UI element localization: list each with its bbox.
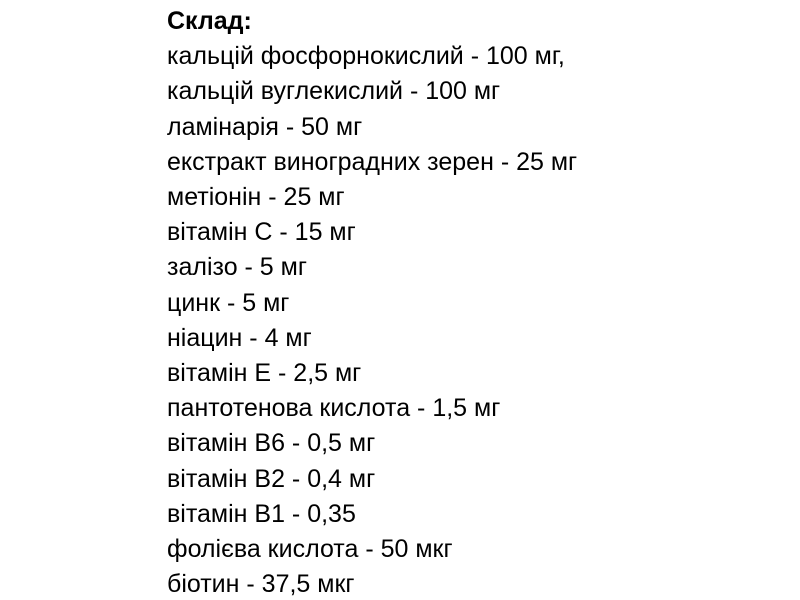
ingredient-item: біотин - 37,5 мкг xyxy=(167,570,355,599)
ingredient-item: залізо - 5 мг xyxy=(167,253,307,282)
ingredient-item: пантотенова кислота - 1,5 мг xyxy=(167,394,501,423)
composition-heading: Склад: xyxy=(167,7,252,35)
ingredient-item: кальцій вуглекислий - 100 мг xyxy=(167,77,501,106)
ingredient-item: вітамін С - 15 мг xyxy=(167,218,356,247)
ingredient-item: вітамін В1 - 0,35 xyxy=(167,499,356,528)
ingredient-item: вітамін Е - 2,5 мг xyxy=(167,359,362,388)
composition-block xyxy=(167,4,577,600)
ingredient-item: ламінарія - 50 мг xyxy=(167,112,363,141)
ingredient-item: кальцій фосфорнокислий - 100 мг, xyxy=(167,42,565,71)
ingredient-item: цинк - 5 мг xyxy=(167,288,290,317)
ingredient-item: вітамін В2 - 0,4 мг xyxy=(167,464,376,493)
ingredient-item: метіонін - 25 мг xyxy=(167,183,345,212)
ingredient-item: вітамін В6 - 0,5 мг xyxy=(167,429,376,458)
ingredient-item: фолієва кислота - 50 мкг xyxy=(167,535,453,564)
ingredient-item: екстракт виноградних зерен - 25 мг xyxy=(167,147,578,176)
ingredient-list xyxy=(167,39,577,600)
ingredient-item: ніацин - 4 мг xyxy=(167,323,312,352)
